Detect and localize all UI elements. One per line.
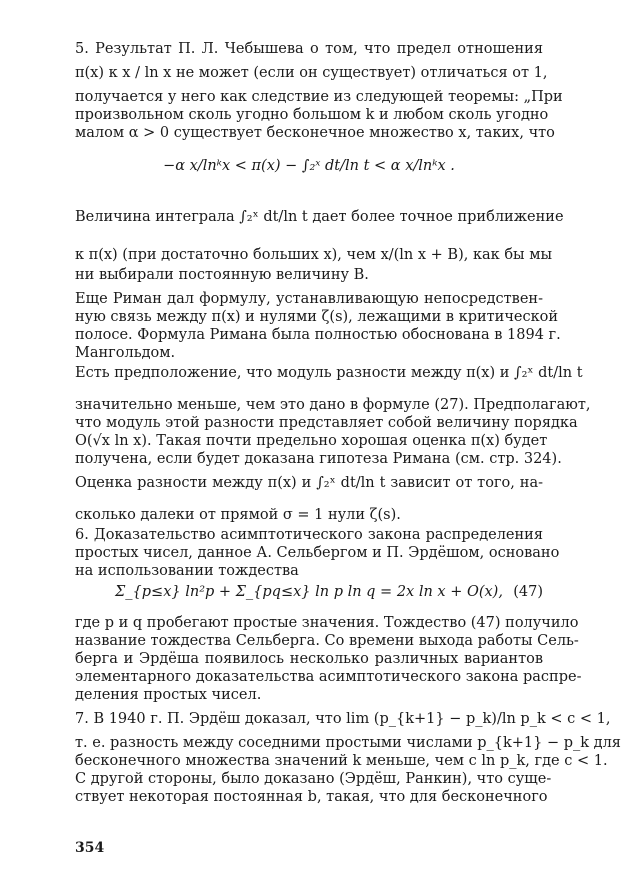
text-line: элементарного доказательства асимптотического закона распре- — [75, 669, 582, 685]
formula-inequality: −α x/lnᵏx < π(x) − ∫₂ˣ dt/ln t < α x/lnᵏx . — [163, 158, 455, 174]
text-line: бесконечного множества значений k меньше, чем c ln p_k, где c < 1. — [75, 753, 608, 769]
text-line: Мангольдом. — [75, 345, 176, 361]
text-line: малом α > 0 существует бесконечное множество x, таких, что — [75, 125, 555, 141]
formula-selberg-identity: Σ_{p≤x} ln²p + Σ_{pq≤x} ln p ln q = 2x ln x + O(x), — [115, 584, 503, 600]
text-line: Еще Риман дал формулу, устанавливающую непосредствен- — [75, 291, 543, 307]
text-line: Есть предположение, что модуль разности между π(x) и ∫₂ˣ dt/ln t — [75, 365, 583, 381]
text-line: ную связь между π(x) и нулями ζ(s), лежащими в критической — [75, 309, 559, 325]
text-line: Величина интеграла ∫₂ˣ dt/ln t дает более точное приближение — [75, 209, 564, 225]
text-line: на использовании тождества — [75, 563, 299, 579]
text-line: т. е. разность между соседними простыми числами p_{k+1} − p_k для — [75, 735, 621, 751]
text-line: 5. Результат П. Л. Чебышева о том, что предел отношения — [75, 41, 543, 57]
page-number: 354 — [75, 840, 105, 856]
text-line: простых чисел, данное А. Сельбергом и П. Эрдёшом, основано — [75, 545, 560, 561]
equation-number: (47) — [513, 584, 543, 600]
text-line: ствует некоторая постоянная b, такая, что для бесконечного — [75, 789, 548, 805]
text-line: π(x) к x / ln x не может (если он существует) отличаться от 1, — [75, 65, 548, 81]
text-line: деления простых чисел. — [75, 687, 262, 703]
text-line: ни выбирали постоянную величину B. — [75, 267, 369, 283]
text-line: сколько далеки от прямой σ = 1 нули ζ(s). — [75, 507, 401, 523]
text-line: 7. В 1940 г. П. Эрдёш доказал, что lim (p_{k+1} − p_k)/ln p_k < c < 1, — [75, 711, 611, 727]
text-line: значительно меньше, чем это дано в формуле (27). Предполагают, — [75, 397, 591, 413]
text-line: С другой стороны, было доказано (Эрдёш, Ранкин), что суще- — [75, 771, 552, 787]
text-line: O(√x ln x). Такая почти предельно хорошая оценка π(x) будет — [75, 433, 548, 449]
text-line: название тождества Сельберга. Со времени выхода работы Сель- — [75, 633, 579, 649]
text-line: берга и Эрдёша появилось несколько различных вариантов — [75, 651, 543, 667]
text-line: произвольном сколь угодно большом k и любом сколь угодно — [75, 107, 549, 123]
text-line: получена, если будет доказана гипотеза Римана (см. стр. 324). — [75, 451, 562, 467]
text-line: Оценка разности между π(x) и ∫₂ˣ dt/ln t зависит от того, на- — [75, 475, 543, 491]
text-line: к π(x) (при достаточно больших x), чем x/(ln x + B), как бы мы — [75, 247, 553, 263]
text-line: полосе. Формула Римана была полностью обоснована в 1894 г. — [75, 327, 561, 343]
text-line: что модуль этой разности представляет собой величину порядка — [75, 415, 578, 431]
text-line: где p и q пробегают простые значения. Тождество (47) получило — [75, 615, 579, 631]
text-line: получается у него как следствие из следующей теоремы: „При — [75, 89, 563, 105]
text-line: 6. Доказательство асимптотического закона распределения — [75, 527, 543, 543]
